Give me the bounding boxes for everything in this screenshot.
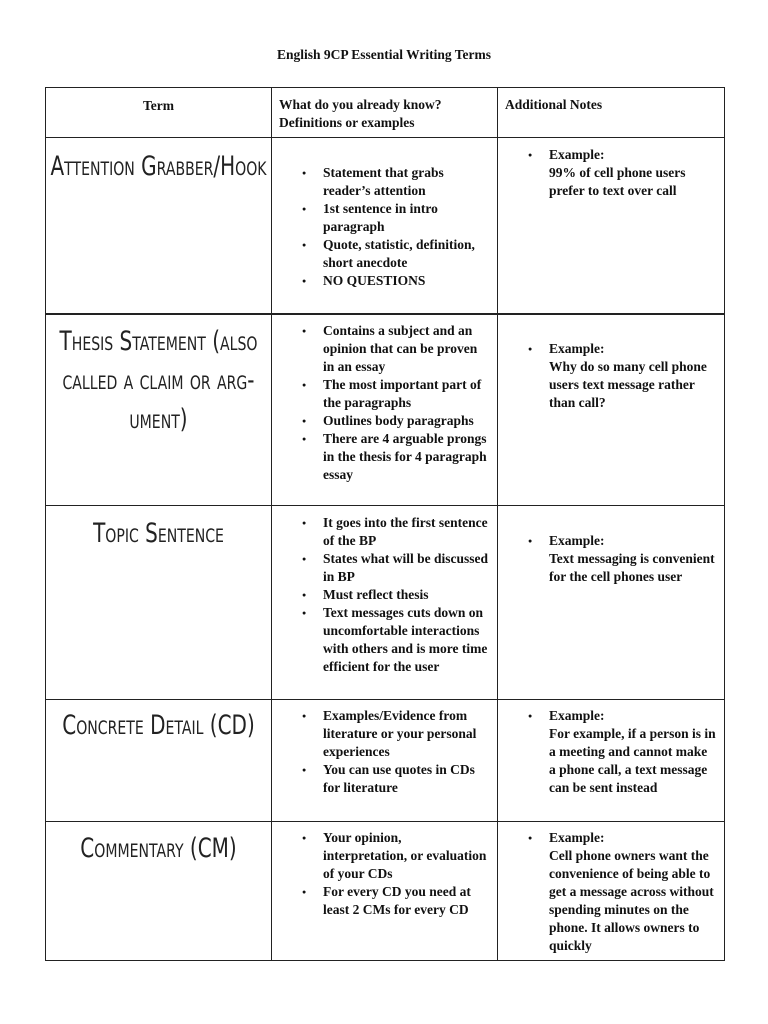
list-item: ● Statement that grabs reader’s attention: [323, 164, 489, 200]
know-list: [272, 822, 497, 919]
notes-list: [498, 315, 724, 412]
example-text: Text messaging is convenient for the cell phones user: [549, 551, 715, 584]
term-label: Thesis Statement (also called a claim or arg-ument): [59, 325, 258, 435]
know-list: [272, 138, 497, 290]
list-item: ● Text messages cuts down on uncomfortable interactions with others and is more time efficient for the user: [323, 604, 489, 676]
table-row: [46, 700, 725, 822]
know-cell: [272, 822, 498, 961]
example-label: ● Example:: [549, 830, 605, 845]
example-label: ● Example:: [549, 533, 605, 548]
know-list: [272, 315, 497, 484]
list-item: ● Contains a subject and an opinion that can be proven in an essay: [323, 322, 489, 376]
header-what-do-you-know: [272, 88, 498, 138]
term-label: Commentary (CM): [80, 833, 237, 864]
list-item: ● 1st sentence in intro paragraph: [323, 200, 489, 236]
know-list: [272, 700, 497, 797]
notes-list: [498, 822, 724, 955]
notes-list: [498, 506, 724, 586]
notes-list: [498, 700, 724, 797]
list-item: ● Examples/Evidence from literature or your personal experiences: [323, 707, 489, 761]
list-item: [549, 532, 716, 586]
notes-cell: [498, 506, 725, 700]
term-cell: [46, 506, 272, 700]
term-cell: [46, 138, 272, 314]
example-text: Why do so many cell phone users text message rather than call?: [549, 358, 707, 410]
notes-cell: [498, 138, 725, 314]
list-item: ● NO QUESTIONS: [323, 272, 489, 290]
example-label: ● Example:: [549, 340, 605, 356]
table-row: [46, 822, 725, 961]
list-item: ● Your opinion, interpretation, or evaluation of your CDs: [323, 829, 489, 883]
term-label: Concrete Detail (CD): [62, 710, 255, 741]
list-item: ● The most important part of the paragraphs: [323, 376, 489, 412]
page-title: English 9CP Essential Writing Terms: [276, 47, 492, 62]
notes-cell: [498, 314, 725, 506]
terms-table: [45, 87, 725, 961]
term-cell: [46, 314, 272, 506]
list-item: ● You can use quotes in CDs for literature: [323, 761, 489, 797]
list-item: [549, 829, 716, 955]
term-cell: [46, 700, 272, 822]
table-row: [46, 138, 725, 314]
list-item: ● Quote, statistic, definition, short anecdote: [323, 236, 489, 272]
list-item: ● Outlines body paragraphs: [323, 412, 489, 430]
table-row: [46, 506, 725, 700]
notes-list: [498, 138, 724, 200]
example-text: Cell phone owners want the convenience of being able to get a message across without spending minutes on the phone. It allows owners to quickly: [549, 848, 714, 953]
list-item: [549, 146, 716, 200]
table-header-row: [46, 88, 725, 138]
list-item: ● For every CD you need at least 2 CMs for every CD: [323, 883, 489, 919]
notes-cell: [498, 822, 725, 961]
list-item: ● It goes into the first sentence of the BP: [323, 514, 489, 550]
know-list: [272, 506, 497, 676]
header-know-line2: Definitions or examples: [279, 115, 415, 130]
know-cell: [272, 314, 498, 506]
term-label: Attention Grabber/Hook: [50, 151, 267, 182]
example-label: ● Example:: [549, 708, 605, 723]
header-term: Term: [46, 88, 272, 138]
list-item: [549, 707, 716, 797]
term-cell: [46, 822, 272, 961]
notes-cell: [498, 700, 725, 822]
list-item: ● Must reflect thesis: [323, 586, 489, 604]
list-item: ● States what will be discussed in BP: [323, 550, 489, 586]
list-item: [549, 340, 716, 412]
header-know-line1: What do you already know?: [279, 97, 442, 112]
term-label: Topic Sentence: [93, 518, 224, 549]
know-cell: [272, 700, 498, 822]
header-additional-notes: Additional Notes: [498, 88, 725, 138]
example-text: 99% of cell phone users prefer to text over call: [549, 165, 686, 198]
know-cell: [272, 506, 498, 700]
list-item: ● There are 4 arguable prongs in the thesis for 4 paragraph essay: [323, 430, 489, 484]
example-label: ● Example:: [549, 147, 605, 162]
example-text: For example, if a person is in a meeting and cannot make a phone call, a text message can be sent instead: [549, 726, 716, 795]
table-row: [46, 314, 725, 506]
know-cell: [272, 138, 498, 314]
